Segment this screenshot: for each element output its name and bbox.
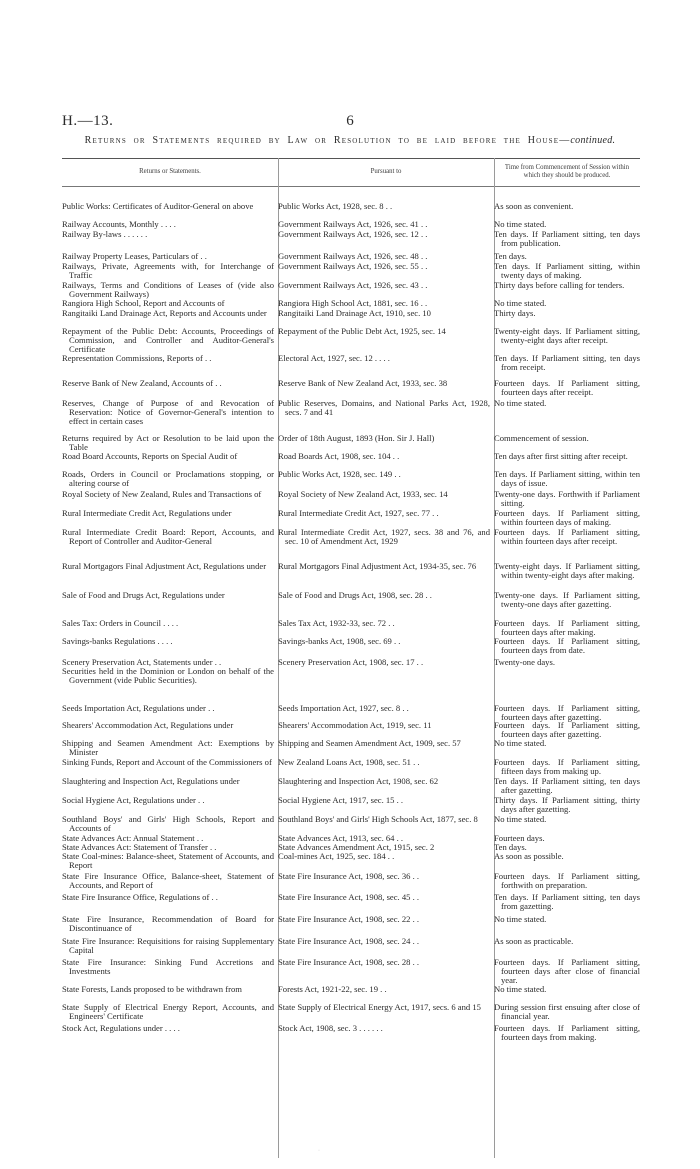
- cell-time: Fourteen days. If Parliament sitting, fourteen days after gazetting.: [494, 703, 640, 723]
- cell-pursuant: State Fire Insurance Act, 1908, sec. 24 . .: [278, 936, 420, 946]
- table-row: [62, 619, 640, 637]
- table-row: [62, 202, 640, 211]
- cell-returns: Southland Boys' and Girls' High Schools, Report and Accounts of: [62, 814, 274, 834]
- cell-pursuant: State Advances Act, 1913, sec. 64 . .: [278, 833, 404, 843]
- cell-pursuant: State Advances Amendment Act, 1915, sec. 2: [278, 842, 435, 852]
- cell-returns: Railways, Terms and Conditions of Leases of (vide also Government Railways): [62, 280, 274, 300]
- table-row: [62, 354, 640, 372]
- cell-time: No time stated.: [494, 814, 547, 824]
- cell-returns: Road Board Accounts, Reports on Special Audit of: [62, 451, 238, 461]
- table-title-continued: continued.: [570, 135, 616, 146]
- column-header-pursuant: Pursuant to: [370, 168, 402, 175]
- cell-returns: Rural Intermediate Credit Act, Regulations under: [62, 508, 232, 518]
- cell-returns: Royal Society of New Zealand, Rules and Transactions of: [62, 489, 262, 499]
- table-row: [62, 509, 640, 527]
- cell-time: Ten days.: [494, 842, 527, 852]
- table-row: [62, 470, 640, 488]
- table-row: [62, 758, 640, 776]
- table-row: [62, 915, 640, 933]
- cell-returns: State Supply of Electrical Energy Report, Accounts, and Engineers' Certificate: [62, 1002, 274, 1022]
- cell-time: Ten days. If Parliament sitting, ten days after gazetting.: [494, 776, 640, 796]
- cell-pursuant: Government Railways Act, 1926, sec. 41 . .: [278, 219, 428, 229]
- cell-time: Commencement of session.: [494, 433, 589, 443]
- cell-pursuant: Royal Society of New Zealand Act, 1933, sec. 14: [278, 489, 448, 499]
- cell-time: Ten days. If Parliament sitting, within ten days of issue.: [494, 469, 640, 489]
- table-title-main: Returns or Statements required by Law or Resolution to be laid before the House—: [84, 135, 571, 146]
- cell-time: [494, 667, 640, 685]
- cell-pursuant: Government Railways Act, 1926, sec. 12 . .: [278, 229, 428, 239]
- cell-returns: Shearers' Accommodation Act, Regulations under: [62, 720, 234, 730]
- table-row: [62, 1003, 640, 1021]
- table-row: [62, 252, 640, 261]
- cell-time: Fourteen days. If Parliament sitting, fourteen days from date.: [494, 636, 640, 656]
- cell-time: Fourteen days.: [494, 833, 545, 843]
- cell-pursuant: Southland Boys' and Girls' High Schools Act, 1877, sec. 8: [278, 814, 478, 824]
- cell-pursuant: Public Works Act, 1928, sec. 149 . .: [278, 469, 401, 479]
- cell-pursuant: Savings-banks Act, 1908, sec. 69 . .: [278, 636, 401, 646]
- cell-time: No time stated.: [494, 984, 547, 994]
- cell-pursuant: New Zealand Loans Act, 1908, sec. 51 . .: [278, 757, 420, 767]
- cell-pursuant: Public Reserves, Domains, and National Parks Act, 1928, secs. 7 and 41: [278, 398, 490, 418]
- cell-time: Thirty days. If Parliament sitting, thirty days after gazetting.: [494, 795, 640, 815]
- cell-time: Fourteen days. If Parliament sitting, fourteen days from making.: [494, 1023, 640, 1043]
- cell-returns: State Advances Act: Statement of Transfer . .: [62, 842, 217, 852]
- cell-time: Fourteen days. If Parliament sitting, fourteen days after close of financial year.: [494, 957, 640, 986]
- cell-returns: Railway Property Leases, Particulars of . .: [62, 251, 207, 261]
- cell-time: Twenty-one days. If Parliament sitting, twenty-one days after gazetting.: [494, 590, 640, 610]
- cell-pursuant: Seeds Importation Act, 1927, sec. 8 . .: [278, 703, 409, 713]
- table-row: [62, 1024, 640, 1042]
- cell-time: Fourteen days. If Parliament sitting, fourteen days after gazetting.: [494, 720, 640, 740]
- cell-time: Fourteen days. If Parliament sitting, fifteen days from making up.: [494, 757, 640, 777]
- cell-pursuant: Rangitaiki Land Drainage Act, 1910, sec. 10: [278, 308, 431, 318]
- table-row: [62, 299, 640, 308]
- cell-returns: Sales Tax: Orders in Council . . . .: [62, 618, 179, 628]
- table-row: [62, 872, 640, 890]
- cell-returns: Sinking Funds, Report and Account of the Commissioners of: [62, 757, 272, 767]
- cell-returns: State Fire Insurance Office, Balance-sheet, Statement of Accounts, and Report of: [62, 871, 274, 891]
- cell-returns: Scenery Preservation Act, Statements under . .: [62, 657, 222, 667]
- cell-returns: Representation Commissions, Reports of . .: [62, 353, 212, 363]
- cell-time: No time stated.: [494, 398, 547, 408]
- page-reference: H.—13.: [62, 113, 114, 129]
- cell-pursuant: Rural Intermediate Credit Act, 1927, secs. 38 and 76, and sec. 10 of Amendment Act, 1929: [278, 527, 490, 547]
- cell-returns: State Fire Insurance: Sinking Fund Accretions and Investments: [62, 957, 274, 977]
- table-row: [62, 985, 640, 994]
- cell-time: Twenty-eight days. If Parliament sitting, within twenty-eight days after making.: [494, 561, 640, 581]
- table-row: [62, 937, 640, 955]
- cell-pursuant: Shearers' Accommodation Act, 1919, sec. 11: [278, 720, 432, 730]
- cell-pursuant: Scenery Preservation Act, 1908, sec. 17 . .: [278, 657, 424, 667]
- page-footer-mark: ·: [318, 1148, 320, 1154]
- table-row: [62, 667, 640, 685]
- cell-pursuant: Rural Intermediate Credit Act, 1927, sec. 77 . .: [278, 508, 439, 518]
- cell-returns: Savings-banks Regulations . . . .: [62, 636, 173, 646]
- cell-returns: Slaughtering and Inspection Act, Regulations under: [62, 776, 240, 786]
- cell-returns: Rural Intermediate Credit Board: Report, Accounts, and Report of Controller and Auditor-General: [62, 527, 274, 547]
- cell-time: No time stated.: [494, 298, 547, 308]
- cell-pursuant: Forests Act, 1921-22, sec. 19 . .: [278, 984, 387, 994]
- table-row: [62, 327, 640, 355]
- cell-returns: Securities held in the Dominion or London on behalf of the Government (vide Public Securities).: [62, 666, 274, 686]
- cell-returns: Reserve Bank of New Zealand, Accounts of . .: [62, 378, 222, 388]
- cell-pursuant: Road Boards Act, 1908, sec. 104 . .: [278, 451, 400, 461]
- table-row: [62, 490, 640, 508]
- cell-returns: Public Works: Certificates of Auditor-General on above: [62, 201, 254, 211]
- cell-pursuant: Coal-mines Act, 1925, sec. 184 . .: [278, 851, 395, 861]
- table-row: [62, 796, 640, 814]
- table-row: [62, 309, 640, 318]
- cell-pursuant: Repayment of the Public Debt Act, 1925, sec. 14: [278, 326, 446, 336]
- cell-time: Thirty days.: [494, 308, 536, 318]
- cell-time: Twenty-one days. Forthwith if Parliament sitting.: [494, 489, 640, 509]
- table-row: [62, 528, 640, 546]
- cell-time: Fourteen days. If Parliament sitting, within fourteen days of making.: [494, 508, 640, 528]
- cell-time: Fourteen days. If Parliament sitting, within fourteen days after receipt.: [494, 527, 640, 547]
- cell-time: Fourteen days. If Parliament sitting, fourteen days after making.: [494, 618, 640, 638]
- table-row: [62, 220, 640, 229]
- cell-time: Twenty-eight days. If Parliament sitting, twenty-eight days after receipt.: [494, 326, 640, 346]
- cell-returns: Seeds Importation Act, Regulations under . .: [62, 703, 215, 713]
- table-row: [62, 562, 640, 580]
- cell-time: Twenty-one days.: [494, 657, 555, 667]
- cell-returns: State Advances Act: Annual Statement . .: [62, 833, 204, 843]
- cell-returns: Stock Act, Regulations under . . . .: [62, 1023, 180, 1033]
- cell-pursuant: Government Railways Act, 1926, sec. 55 . .: [278, 261, 428, 271]
- cell-returns: Shipping and Seamen Amendment Act: Exemptions by Minister: [62, 738, 274, 758]
- cell-returns: Rangitaiki Land Drainage Act, Reports and Accounts under: [62, 308, 267, 318]
- cell-pursuant: Sale of Food and Drugs Act, 1908, sec. 28 . .: [278, 590, 432, 600]
- table-row: [62, 262, 640, 280]
- table-row: [62, 958, 640, 986]
- cell-time: During session first ensuing after close of financial year.: [494, 1002, 640, 1022]
- cell-pursuant: Stock Act, 1908, sec. 3 . . . . . .: [278, 1023, 383, 1033]
- table-row: [62, 852, 640, 870]
- column-header-time: Time from Commencement of Session within which they should be produced.: [504, 164, 630, 179]
- cell-pursuant: State Supply of Electrical Energy Act, 1917, secs. 6 and 15: [278, 1002, 481, 1012]
- cell-pursuant: State Fire Insurance Act, 1908, sec. 22 . .: [278, 914, 420, 924]
- cell-pursuant: Public Works Act, 1928, sec. 8 . .: [278, 201, 393, 211]
- cell-time: Fourteen days. If Parliament sitting, forthwith on preparation.: [494, 871, 640, 891]
- cell-time: No time stated.: [494, 914, 547, 924]
- cell-time: Fourteen days. If Parliament sitting, fourteen days after receipt.: [494, 378, 640, 398]
- cell-time: As soon as convenient.: [494, 201, 574, 211]
- cell-returns: State Fire Insurance: Requisitions for raising Supplementary Capital: [62, 936, 274, 956]
- cell-pursuant: Rangiora High School Act, 1881, sec. 16 . .: [278, 298, 428, 308]
- table-header-rule: [62, 186, 640, 187]
- table-row: [62, 452, 640, 461]
- cell-pursuant: Government Railways Act, 1926, sec. 48 . .: [278, 251, 428, 261]
- table-row: [62, 637, 640, 655]
- cell-returns: Returns required by Act or Resolution to be laid upon the Table: [62, 433, 274, 453]
- cell-returns: Roads, Orders in Council or Proclamations stopping, or altering course of: [62, 469, 274, 489]
- cell-time: Ten days. If Parliament sitting, ten days from receipt.: [494, 353, 640, 373]
- page-number: 6: [346, 113, 354, 129]
- cell-returns: Rural Mortgagors Final Adjustment Act, Regulations under: [62, 561, 267, 571]
- cell-pursuant: Electoral Act, 1927, sec. 12 . . . .: [278, 353, 390, 363]
- cell-time: Ten days. If Parliament sitting, ten days from gazetting.: [494, 892, 640, 912]
- cell-pursuant: State Fire Insurance Act, 1908, sec. 45 . .: [278, 892, 420, 902]
- cell-returns: Reserves, Change of Purpose of and Revocation of Reservation: Notice of Governor-General's intention to effect in certain cases: [62, 398, 274, 427]
- cell-pursuant: Shipping and Seamen Amendment Act, 1909, sec. 57: [278, 738, 461, 748]
- cell-returns: Social Hygiene Act, Regulations under . .: [62, 795, 205, 805]
- cell-returns: State Fire Insurance Office, Regulations of . .: [62, 892, 218, 902]
- cell-time: As soon as possible.: [494, 851, 564, 861]
- cell-time: Ten days. If Parliament sitting, ten days from publication.: [494, 229, 640, 249]
- cell-pursuant: Government Railways Act, 1926, sec. 43 . .: [278, 280, 428, 290]
- table-row: [62, 721, 640, 739]
- cell-pursuant: Slaughtering and Inspection Act, 1908, sec. 62: [278, 776, 439, 786]
- cell-time: As soon as practicable.: [494, 936, 574, 946]
- cell-pursuant: Reserve Bank of New Zealand Act, 1933, sec. 38: [278, 378, 448, 388]
- cell-returns: State Forests, Lands proposed to be withdrawn from: [62, 984, 242, 994]
- table-row: [62, 281, 640, 299]
- cell-returns: State Fire Insurance, Recommendation of Board for Discontinuance of: [62, 914, 274, 934]
- cell-time: No time stated.: [494, 738, 547, 748]
- cell-pursuant: State Fire Insurance Act, 1908, sec. 28 . .: [278, 957, 420, 967]
- cell-returns: Railway Accounts, Monthly . . . .: [62, 219, 176, 229]
- table-row: [62, 591, 640, 609]
- table-row: [62, 815, 640, 833]
- cell-returns: Repayment of the Public Debt: Accounts, Proceedings of Commission, and Controller and Auditor-General's Certificate: [62, 326, 274, 355]
- cell-time: Thirty days before calling for tenders.: [494, 280, 625, 290]
- cell-time: Ten days.: [494, 251, 527, 261]
- cell-time: No time stated.: [494, 219, 547, 229]
- cell-time: Ten days after first sitting after receipt.: [494, 451, 628, 461]
- cell-pursuant: Sales Tax Act, 1932-33, sec. 72 . .: [278, 618, 395, 628]
- table-row: [62, 893, 640, 911]
- table-title: [0, 135, 700, 146]
- cell-returns: Sale of Food and Drugs Act, Regulations under: [62, 590, 225, 600]
- table-row: [62, 777, 640, 795]
- cell-pursuant: Rural Mortgagors Final Adjustment Act, 1934-35, sec. 76: [278, 561, 477, 571]
- cell-returns: Railways, Private, Agreements with, for Interchange of Traffic: [62, 261, 274, 281]
- table-row: [62, 739, 640, 757]
- column-header-returns: Returns or Statements.: [139, 168, 201, 175]
- cell-returns: Rangiora High School, Report and Accounts of: [62, 298, 225, 308]
- table-row: [62, 434, 640, 452]
- table-row: [62, 399, 640, 427]
- cell-pursuant: State Fire Insurance Act, 1908, sec. 36 . .: [278, 871, 420, 881]
- cell-pursuant: Social Hygiene Act, 1917, sec. 15 . .: [278, 795, 404, 805]
- cell-pursuant: Order of 18th August, 1893 (Hon. Sir J. Hall): [278, 433, 435, 443]
- table-row: [62, 379, 640, 397]
- cell-returns: Railway By-laws . . . . . .: [62, 229, 148, 239]
- cell-pursuant: [278, 667, 494, 685]
- cell-time: Ten days. If Parliament sitting, within twenty days of making.: [494, 261, 640, 281]
- cell-returns: State Coal-mines: Balance-sheet, Statement of Accounts, and Report: [62, 851, 274, 871]
- table-row: [62, 230, 640, 248]
